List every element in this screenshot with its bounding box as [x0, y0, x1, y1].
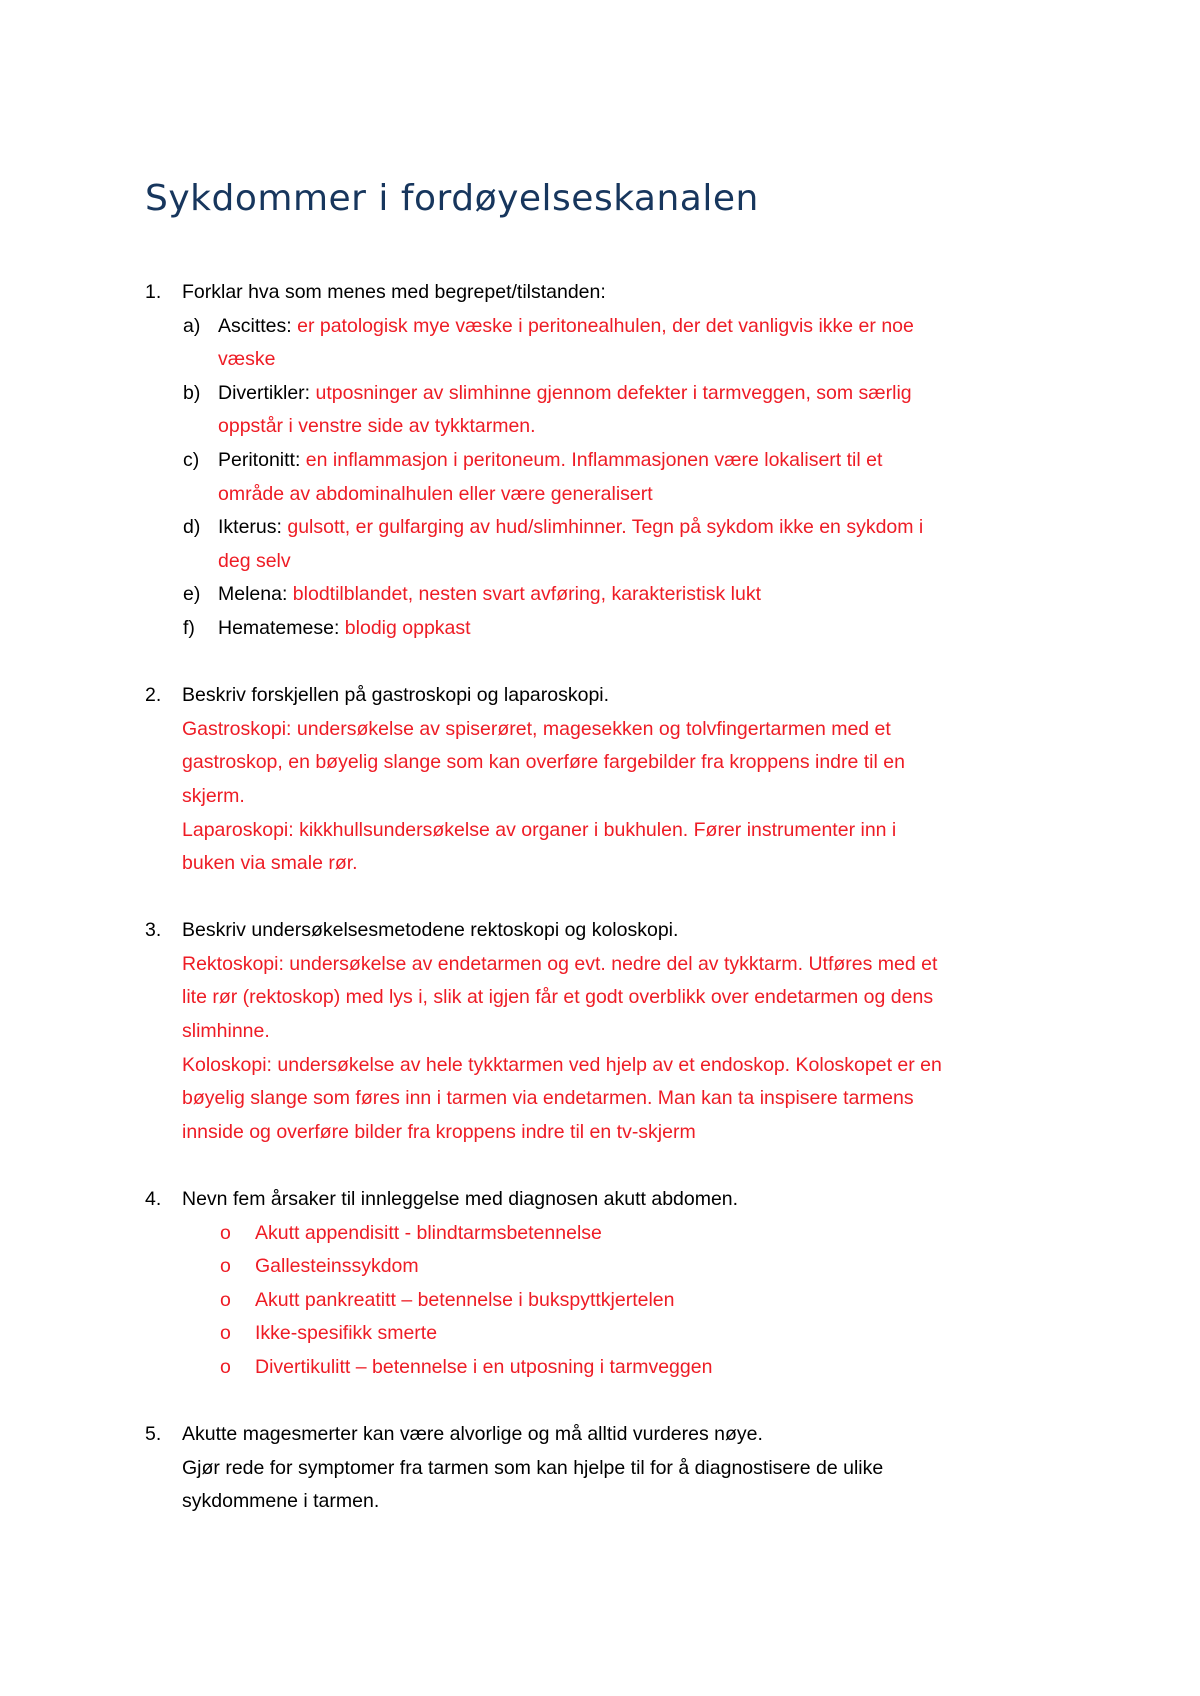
answer-line: lite rør (rektoskop) med lys i, slik at igjen får et godt overblikk over endetarmen og dens [182, 986, 934, 1009]
bullet-marker: o [220, 1356, 231, 1378]
term: Hematemese: [218, 616, 340, 639]
question-number: 5. [145, 1423, 162, 1446]
answer-line: Koloskopi: undersøkelse av hele tykktarmen ved hjelp av et endoskop. Koloskopet er en [182, 1053, 942, 1076]
bullet-marker: o [220, 1322, 231, 1345]
bullet-item [145, 1351, 1065, 1385]
question-line: sykdommene i tarmen. [182, 1490, 380, 1513]
question-list [145, 276, 1065, 1519]
sub-item-label: d) [183, 516, 201, 539]
answer-line: skjerm. [182, 784, 245, 807]
spacer [145, 646, 1065, 680]
question-line: Gjør rede for symptomer fra tarmen som kan hjelpe til for å diagnostisere de ulike [182, 1456, 884, 1479]
answer: er patologisk mye væske i peritonealhulen, der det vanligvis ikke er noe [291, 314, 914, 337]
question-2 [145, 679, 1065, 881]
bullet-marker: o [220, 1255, 231, 1278]
question-text: Beskriv forskjellen på gastroskopi og laparoskopi. [182, 684, 610, 707]
question-number: 1. [145, 281, 162, 303]
sub-item-c [145, 444, 1065, 511]
answer-line: bøyelig slange som føres inn i tarmen via endetarmen. Man kan ta inspisere tarmens [182, 1087, 914, 1110]
term: Ascittes: [218, 314, 292, 337]
question-text: Akutte magesmerter kan være alvorlige og må alltid vurderes nøye. [182, 1423, 763, 1446]
sub-item-label: e) [183, 583, 201, 606]
spacer [145, 1149, 1065, 1183]
bullet-text: Ikke-spesifikk smerte [255, 1322, 438, 1345]
sub-item-d [145, 511, 1065, 578]
answer-line: slimhinne. [182, 1020, 270, 1043]
question-5 [145, 1418, 1065, 1519]
bullet-marker: o [220, 1221, 231, 1244]
answer: gulsott, er gulfarging av hud/slimhinner. Tegn på sykdom ikke en sykdom i [281, 516, 924, 539]
answer-line: buken via smale rør. [182, 852, 358, 875]
term: Peritonitt: [218, 448, 301, 471]
answer-continuation: område av abdominalhulen eller være generalisert [218, 482, 653, 505]
bullet-item [145, 1284, 1065, 1318]
question-text: Beskriv undersøkelsesmetodene rektoskopi og koloskopi. [182, 919, 679, 942]
spacer [145, 881, 1065, 915]
bullet-item [145, 1250, 1065, 1284]
answer: blodig oppkast [339, 616, 471, 639]
question-number: 2. [145, 684, 162, 707]
bullet-item [145, 1217, 1065, 1251]
question-number: 4. [145, 1188, 162, 1211]
bullet-item [145, 1317, 1065, 1351]
bullet-text: Akutt pankreatitt – betennelse i bukspyttkjertelen [255, 1288, 675, 1311]
question-number: 3. [145, 919, 162, 942]
answer: blodtilblandet, nesten svart avføring, karakteristisk lukt [287, 583, 762, 606]
sub-item-label: b) [183, 381, 201, 404]
question-1 [145, 276, 1065, 310]
sub-item-b [145, 377, 1065, 444]
sub-item-a [145, 310, 1065, 377]
answer: utposninger av slimhinne gjennom defekter i tarmveggen, som særlig [310, 381, 912, 404]
answer-line: innside og overføre bilder fra kroppens indre til en tv-skjerm [182, 1120, 696, 1143]
bullet-text: Akutt appendisitt - blindtarmsbetennelse [255, 1221, 602, 1244]
question-text: Nevn fem årsaker til innleggelse med diagnosen akutt abdomen. [182, 1188, 739, 1211]
answer-line: Laparoskopi: kikkhullsundersøkelse av organer i bukhulen. Fører instrumenter inn i [182, 818, 897, 841]
answer-line: Gastroskopi: undersøkelse av spiserøret, magesekken og tolvfingertarmen med et [182, 717, 891, 740]
answer-line: gastroskop, en bøyelig slange som kan overføre fargebilder fra kroppens indre til en [182, 751, 905, 774]
answer-continuation: deg selv [218, 549, 291, 572]
sub-item-label: c) [183, 448, 200, 471]
bullet-marker: o [220, 1288, 231, 1311]
bullet-text: Gallesteinssykdom [255, 1255, 419, 1278]
answer-continuation: oppstår i venstre side av tykktarmen. [218, 415, 536, 438]
sub-item-label: a) [183, 314, 201, 337]
term: Ikterus: [218, 516, 282, 539]
term: Melena: [218, 583, 288, 606]
question-3 [145, 914, 1065, 1149]
question-text: Forklar hva som menes med begrepet/tilstanden: [182, 281, 606, 303]
bullet-text: Divertikulitt – betennelse i en utposning i tarmveggen [255, 1356, 713, 1378]
sub-item-f [145, 612, 1065, 646]
document-title: Sykdommer i fordøyelseskanalen [145, 178, 759, 219]
answer: en inflammasjon i peritoneum. Inflammasjonen være lokalisert til et [300, 448, 883, 471]
sub-item-label: f) [183, 616, 195, 639]
question-4 [145, 1183, 1065, 1217]
sub-item-e [145, 578, 1065, 612]
answer-line: Rektoskopi: undersøkelse av endetarmen og evt. nedre del av tykktarm. Utføres med et [182, 952, 938, 975]
term: Divertikler: [218, 381, 311, 404]
answer-continuation: væske [218, 348, 276, 371]
spacer [145, 1385, 1065, 1419]
